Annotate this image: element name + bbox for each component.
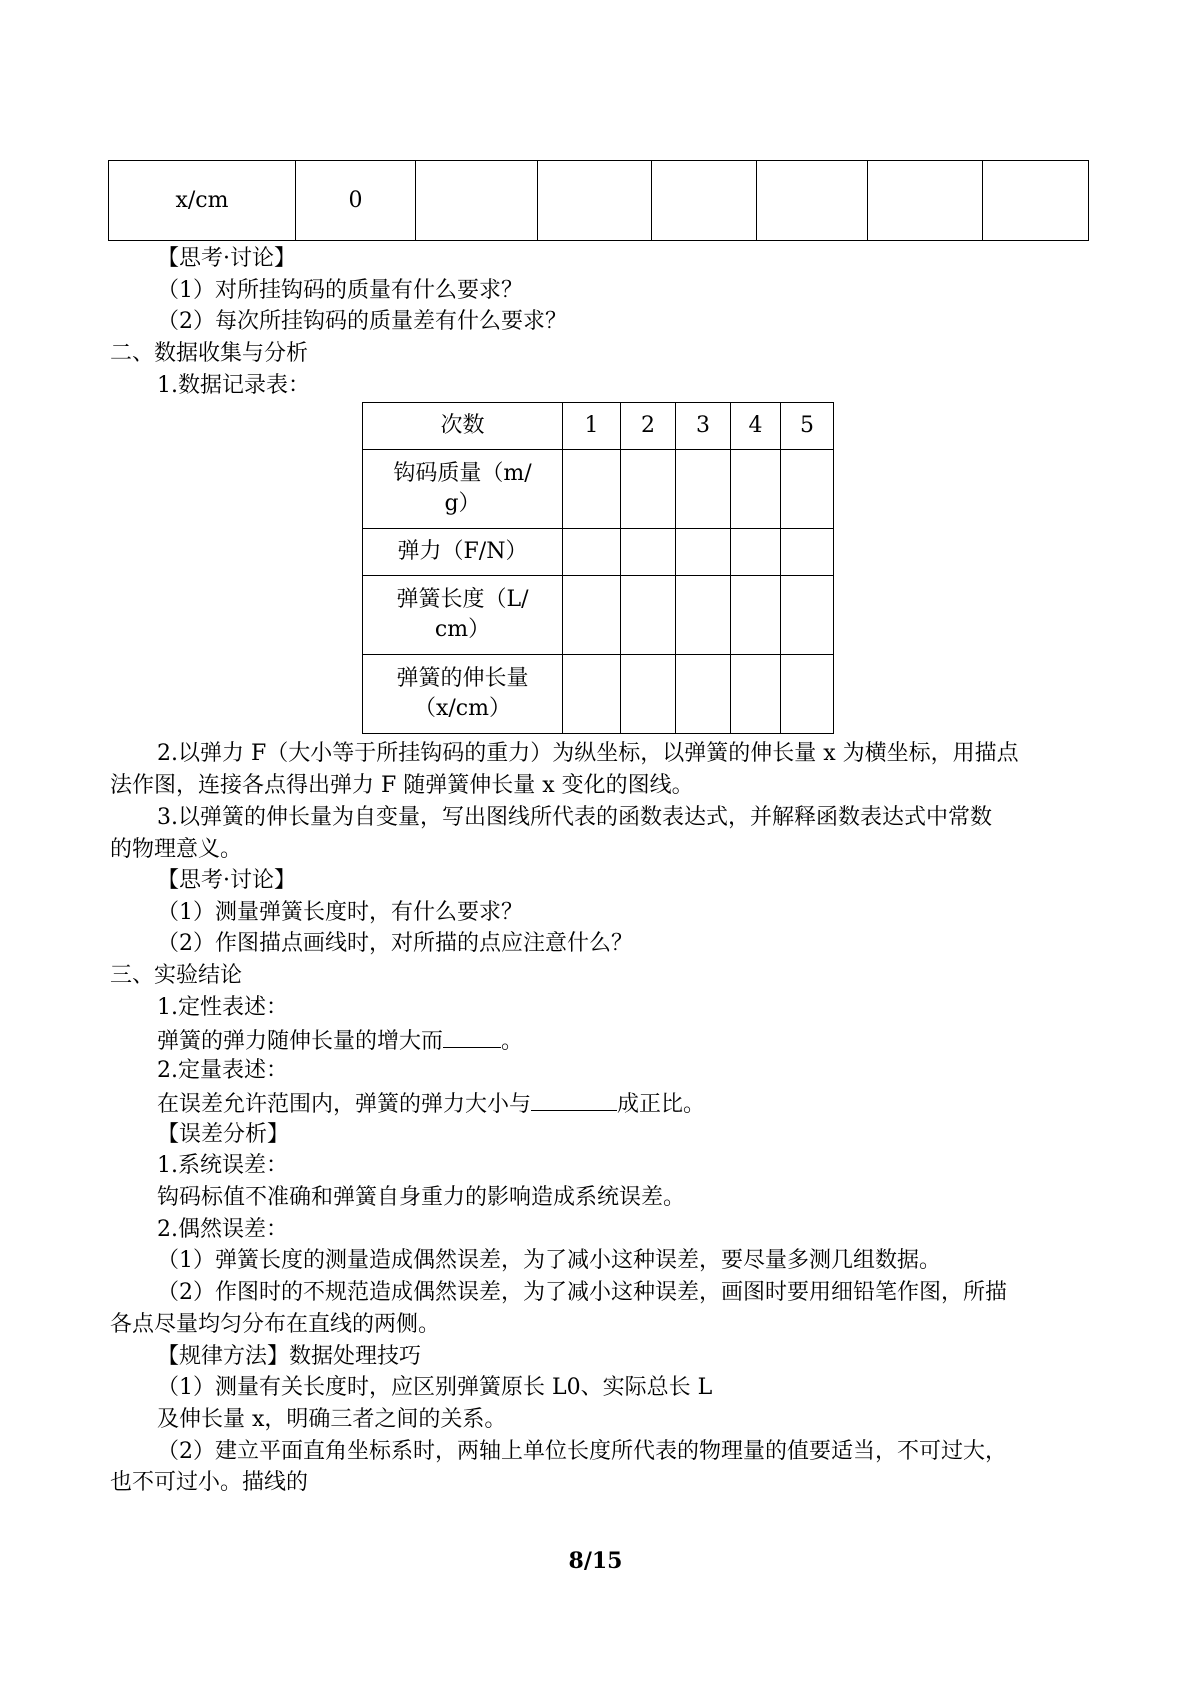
extension-table [108,160,1089,241]
list-item: 2.定量表述： [157,1058,288,1083]
section-title: 三、实验结论 [110,963,243,988]
table-cell [621,529,676,576]
table-header-cell: 1 [563,403,621,450]
table-header-cell: 3 [676,403,731,450]
table-cell [781,655,834,734]
table-header-cell: 2 [621,403,676,450]
table-header-cell: 次数 [363,403,563,450]
table-header-row [363,403,834,450]
table-cell [563,655,621,734]
table-row-label: x/cm [109,161,296,241]
answer-blank[interactable] [531,1088,617,1111]
paragraph: 也不可过小。描线的 [110,1470,309,1495]
table-cell [731,450,781,529]
paragraph: 及伸长量 x，明确三者之间的关系。 [157,1407,507,1432]
table-row-label: 弹簧长度（L/ cm） [363,576,563,655]
table-cell [731,655,781,734]
table-cell [563,576,621,655]
list-item: 1.定性表述： [157,995,288,1020]
think-discuss-title: 【思考·讨论】 [157,868,296,893]
table-cell [621,450,676,529]
table-cell [781,576,834,655]
table-row [109,161,1089,241]
question: （1）测量弹簧长度时，有什么要求？ [157,900,523,925]
table-cell [621,576,676,655]
table-cell [563,450,621,529]
table-cell: 0 [296,161,416,241]
question: （1）对所挂钩码的质量有什么要求？ [157,278,523,303]
table-row-label: 钩码质量（m/ g） [363,450,563,529]
table-row [363,529,834,576]
paragraph: 各点尽量均匀分布在直线的两侧。 [110,1312,441,1337]
paragraph: 3.以弹簧的伸长量为自变量，写出图线所代表的函数表达式，并解释函数表达式中常数 [157,805,992,830]
paragraph: （1）测量有关长度时，应区别弹簧原长 L0、实际总长 L [157,1375,713,1400]
table-cell [538,161,652,241]
paragraph: 的物理意义。 [110,837,243,862]
table-row-label: 弹簧的伸长量 （x/cm） [363,655,563,734]
paragraph: 2.以弹力 F（大小等于所挂钩码的重力）为纵坐标，以弹簧的伸长量 x 为横坐标，用描点 [157,741,1019,766]
answer-blank[interactable] [443,1025,501,1048]
section-title: 二、数据收集与分析 [110,341,309,366]
list-item: 1.数据记录表： [157,373,310,398]
table-row [363,655,834,734]
table-cell [563,529,621,576]
table-cell [731,529,781,576]
table-header-cell: 4 [731,403,781,450]
table-cell [652,161,757,241]
question: （2）每次所挂钩码的质量差有什么要求？ [157,309,567,334]
paragraph: （1）弹簧长度的测量造成偶然误差，为了减小这种误差，要尽量多测几组数据。 [157,1248,941,1273]
method-title: 【规律方法】数据处理技巧 [157,1344,422,1369]
table-cell [781,529,834,576]
list-item: 2.偶然误差： [157,1217,288,1242]
table-cell [781,450,834,529]
fill-in-sentence: 在误差允许范围内，弹簧的弹力大小与 成正比。 [157,1088,705,1120]
table-cell [676,450,731,529]
list-item: 1.系统误差： [157,1153,288,1178]
table-cell [868,161,983,241]
table-row [363,576,834,655]
table-cell [676,576,731,655]
question: （2）作图描点画线时，对所描的点应注意什么？ [157,931,633,956]
table-cell [983,161,1089,241]
fill-in-sentence: 弹簧的弹力随伸长量的增大而 。 [157,1025,523,1057]
table-cell [676,529,731,576]
paragraph: （2）建立平面直角坐标系时，两轴上单位长度所代表的物理量的值要适当，不可过大， [157,1439,1007,1464]
table-header-cell: 5 [781,403,834,450]
table-row-label: 弹力（F/N） [363,529,563,576]
think-discuss-title: 【思考·讨论】 [157,246,296,271]
table-cell [416,161,538,241]
table-cell [731,576,781,655]
table-cell [621,655,676,734]
paragraph: 钩码标值不准确和弹簧自身重力的影响造成系统误差。 [157,1185,686,1210]
paragraph: 法作图，连接各点得出弹力 F 随弹簧伸长量 x 变化的图线。 [110,773,694,798]
table-row [363,450,834,529]
error-analysis-title: 【误差分析】 [157,1122,290,1147]
page-number: 8/15 [568,1548,623,1574]
paragraph: （2）作图时的不规范造成偶然误差，为了减小这种误差，画图时要用细铅笔作图，所描 [157,1280,1007,1305]
table-cell [676,655,731,734]
data-record-table [362,402,834,734]
table-cell [757,161,868,241]
